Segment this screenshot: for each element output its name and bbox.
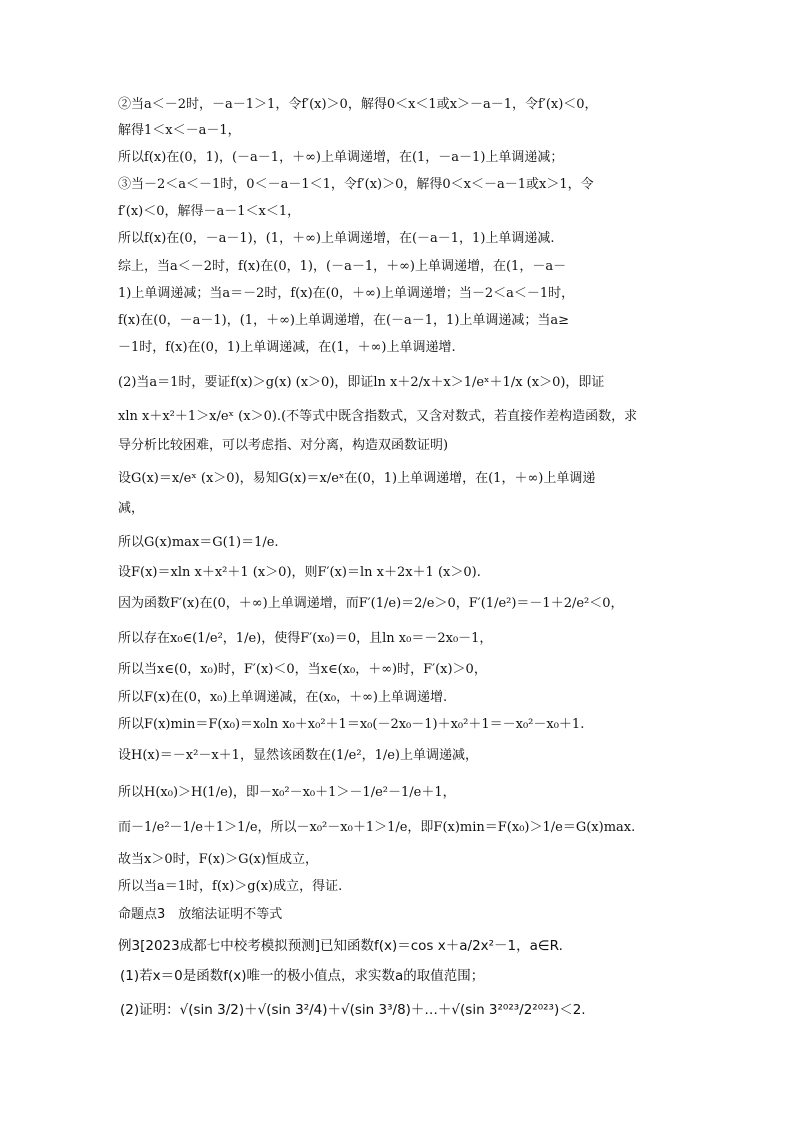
text-line: －1时，f(x)在(0，1)上单调递减，在(1，＋∞)上单调递增. — [118, 340, 456, 355]
text-line: 所以F(x)在(0，x₀)上单调递减，在(x₀，＋∞)上单调递增. — [118, 690, 448, 705]
text-line: 所以f(x)在(0，1)，(－a－1，＋∞)上单调递增，在(1，－a－1)上单调递减； — [118, 150, 564, 165]
text-line: 所以f(x)在(0，－a－1)，(1，＋∞)上单调递增，在(－a－1，1)上单调递减. — [118, 231, 555, 246]
text-line: 设F(x)＝xln x＋x²＋1 (x＞0)，则F′(x)＝ln x＋2x＋1 (x＞0). — [118, 565, 481, 580]
text-line: 导分析比较困难，可以考虑指、对分离，构造双函数证明) — [118, 438, 449, 453]
text-line: ②当a＜－2时，－a－1＞1，令f′(x)＞0，解得0＜x＜1或x＞－a－1，令f′(x)＜0， — [118, 97, 598, 112]
text-line: 减， — [118, 501, 145, 516]
text-line: 所以H(x₀)＞H(1/e)，即－x₀²－x₀＋1＞－1/e²－1/e＋1， — [118, 785, 456, 800]
text-line: 所以当a＝1时，f(x)＞g(x)成立，得证. — [118, 879, 343, 894]
text-line: 所以当x∈(0，x₀)时，F′(x)＜0，当x∈(x₀，＋∞)时，F′(x)＞0， — [118, 662, 487, 677]
text-line: f′(x)＜0，解得－a－1＜x＜1， — [118, 204, 301, 219]
text-line: 而－1/e²－1/e＋1＞1/e，所以－x₀²－x₀＋1＞1/e，即F(x)min＝F(x₀)＞1/e＝G(x)max. — [118, 820, 636, 835]
text-line: 因为函数F′(x)在(0，＋∞)上单调递增，而F′(1/e)＝2/e＞0，F′(1/e²)＝－1＋2/e²＜0， — [118, 596, 624, 611]
text-line: xln x＋x²＋1＞x/eˣ (x＞0).(不等式中既含指数式，又含对数式，若直接作差构造函数，求 — [118, 409, 638, 424]
example-part-1: (1)若x＝0是函数f(x)唯一的极小值点，求实数a的取值范围； — [120, 968, 485, 984]
text-line: 所以存在x₀∈(1/e²，1/e)，使得F′(x₀)＝0，且ln x₀＝－2x₀－1， — [118, 631, 493, 646]
text-line: 综上，当a＜－2时，f(x)在(0，1)，(－a－1，＋∞)上单调递增，在(1，－a－ — [118, 259, 567, 274]
text-line: f(x)在(0，－a－1)，(1，＋∞)上单调递增，在(－a－1，1)上单调递减；当a≥ — [118, 313, 570, 328]
text-line: 设H(x)＝－x²－x＋1，显然该函数在(1/e²，1/e)上单调递减， — [118, 748, 479, 763]
text-line: 故当x＞0时，F(x)＞G(x)恒成立， — [118, 852, 318, 867]
text-line: 所以F(x)min＝F(x₀)＝x₀ln x₀＋x₀²＋1＝x₀(－2x₀－1)＋x₀²＋1＝－x₀²－x₀＋1. — [118, 717, 585, 732]
text-line: 所以G(x)max＝G(1)＝1/e. — [118, 535, 279, 550]
text-line: (2)当a＝1时，要证f(x)＞g(x) (x＞0)，即证ln x＋2/x＋x＞1/eˣ＋1/x (x＞0)，即证 — [118, 375, 605, 390]
section-heading: 命题点3 放缩法证明不等式 — [118, 907, 283, 922]
text-line: 设G(x)＝x/eˣ (x＞0)，易知G(x)＝x/eˣ在(0，1)上单调递增，在(1，＋∞)上单调递 — [118, 471, 596, 486]
example-problem: 例3[2023成都七中校考模拟预测]已知函数f(x)＝cos x＋a/2x²－1，a∈R. — [118, 938, 563, 954]
text-line: ③当－2＜a＜－1时，0＜－a－1＜1，令f′(x)＞0，解得0＜x＜－a－1或x＞1，令 — [118, 177, 594, 192]
text-line: 解得1＜x＜－a－1， — [118, 123, 241, 138]
text-line: 1)上单调递减；当a＝－2时，f(x)在(0，＋∞)上单调递增；当－2＜a＜－1时， — [118, 286, 575, 301]
example-part-2: (2)证明：√(sin 3/2)＋√(sin 3²/4)＋√(sin 3³/8)＋…＋√(sin 3²⁰²³/2²⁰²³)＜2. — [120, 1002, 586, 1018]
